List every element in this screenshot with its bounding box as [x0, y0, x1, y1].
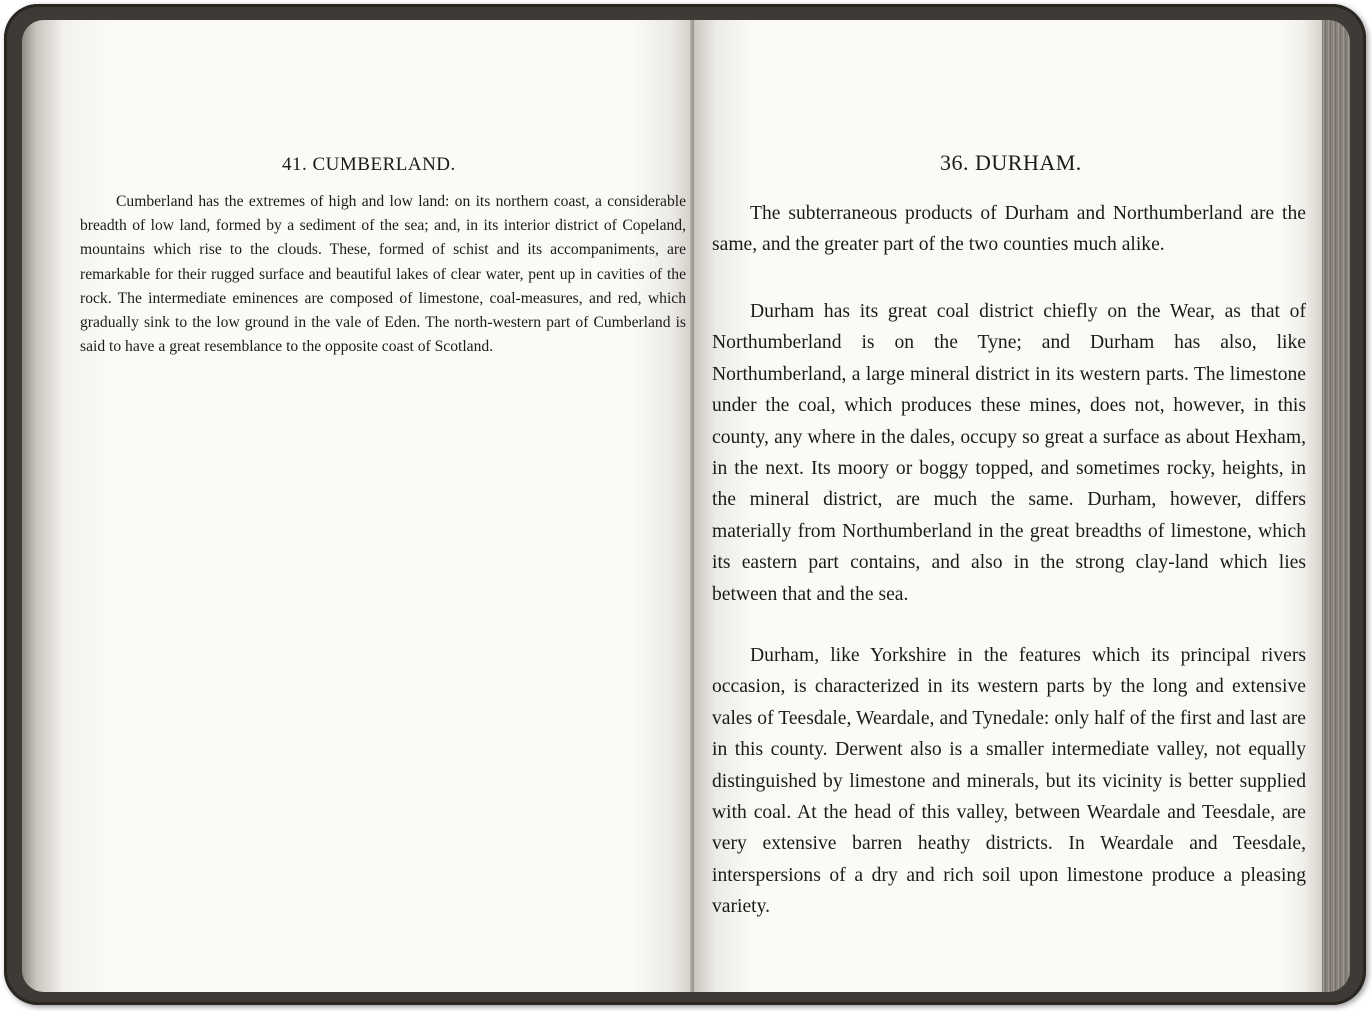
- open-book: [22, 20, 1350, 992]
- right-page: [694, 20, 1326, 992]
- left-page: [22, 20, 692, 992]
- left-page-heading: 41. CUMBERLAND.: [282, 154, 456, 175]
- right-page-paragraph-1: The subterraneous products of Durham and Northumberland are the same, and the greater part of the two counties much alike.: [712, 203, 1306, 256]
- right-page-paragraph-2: Durham has its great coal district chiefly on the Wear, as that of Northumberland is on the Tyne; and Durham has also, like Northumberland, a large mineral district in its western parts. The limestone under the coal, which produces these mines, does not, however, in this county, any where in the dales, occupy so great a surface as about Hexham, in the next. Its moory or boggy topped, and sometimes rocky, heights, in the mineral district, are much the same. Durham, however, differs materially from Northumberland in the great breadths of limestone, which its eastern part contains, and also in the strong clay-land which lies between that and the sea.: [712, 301, 1306, 605]
- left-page-paragraph: Cumberland has the extremes of high and low land: on its northern coast, a considerable breadth of low land, formed by a sediment of the sea; and, in its interior district of Copeland, mountains which rise to the clouds. These, formed of schist and its accompaniments, are remarkable for their rugged surface and beautiful lakes of clear water, pent up in cavities of the rock. The intermediate eminences are composed of limestone, coal-measures, and red, which gradually sink to the low ground in the vale of Eden. The north-western part of Cumberland is said to have a great resemblance to the opposite coast of Scotland.: [80, 193, 686, 356]
- image-frame: [4, 4, 1366, 1005]
- page-edges: [1322, 20, 1350, 992]
- right-page-paragraph-3: Durham, like Yorkshire in the features which its principal rivers occasion, is characterized in its western parts by the long and extensive vales of Teesdale, Weardale, and Tynedale: only half of the first and last are in this county. Derwent also is a smaller intermediate valley, not equally distinguished by limestone and minerals, but its vicinity is better supplied with coal. At the head of this valley, between Weardale and Teesdale, are very extensive barren heathy districts. In Weardale and Teesdale, interspersions of a dry and rich soil upon limestone produce a pleasing variety.: [712, 645, 1306, 918]
- right-page-heading: 36. DURHAM.: [940, 150, 1082, 175]
